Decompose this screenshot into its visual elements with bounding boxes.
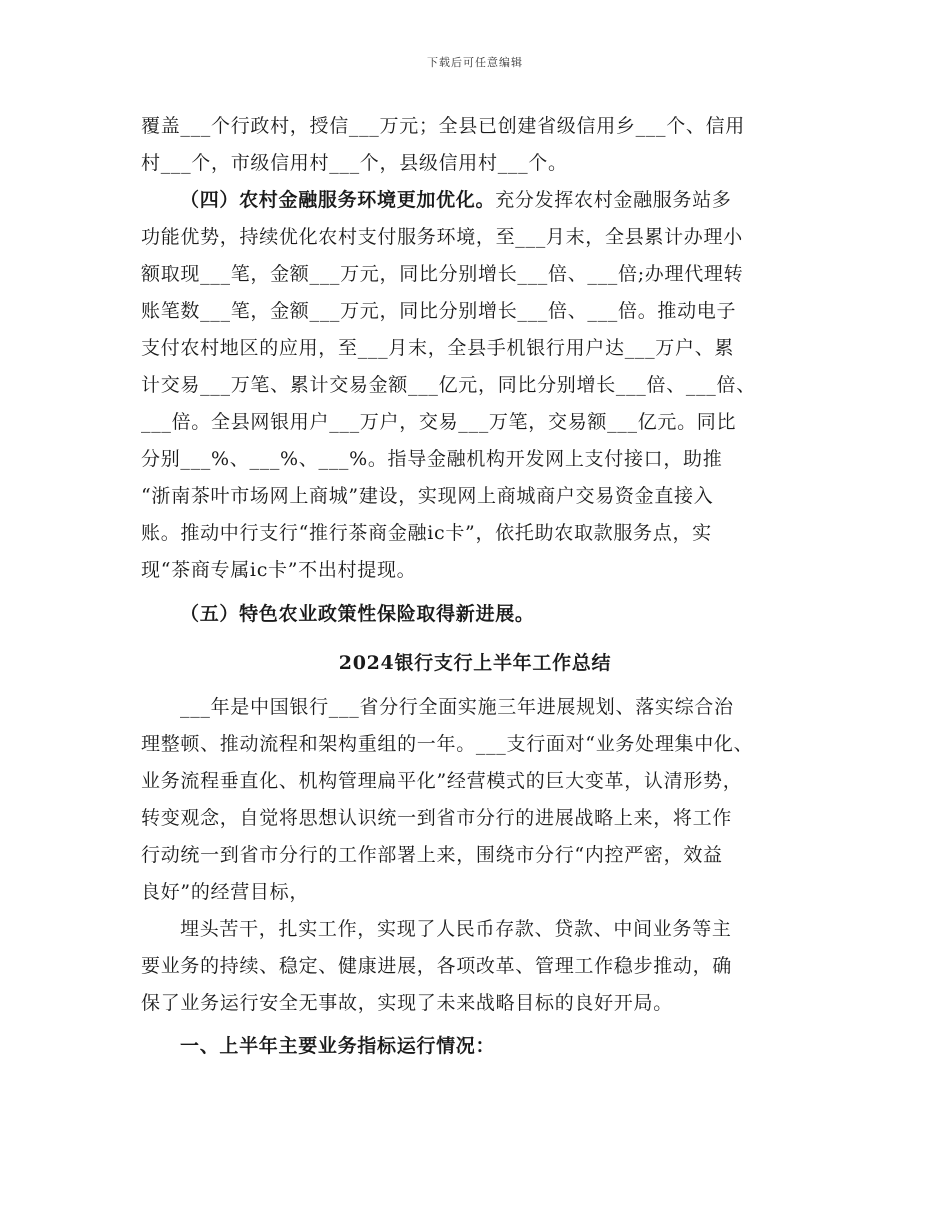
paragraph-line: “浙南茶叶市场网上商城”建设，实现网上商城商户交易资金直接入 — [141, 485, 714, 507]
section-five-heading: （五）特色农业政策性保险取得新进展。 — [180, 603, 535, 625]
paragraph-line: 行动统一到省市分行的工作部署上来，围绕市分行“内控严密，效益 — [141, 844, 723, 866]
paragraph-line: 覆盖___个行政村，授信___万元；全县已创建省级信用乡___个、信用 — [141, 115, 746, 137]
section-four-first-line — [180, 189, 732, 211]
paragraph-line: 业务流程垂直化、机构管理扁平化”经营模式的巨大变革，认清形势， — [141, 770, 743, 792]
paragraph-line: ___年是中国银行___省分行全面实施三年进展规划、落实综合治 — [180, 696, 734, 718]
paragraph-line: 埋头苦干，扎实工作，实现了人民币存款、贷款、中间业务等主 — [180, 918, 732, 940]
paragraph-line: 额取现___笔，金额___万元，同比分别增长___倍、___倍;办理代理转 — [141, 263, 744, 285]
section-four-heading: （四）农村金融服务环境更加优化。 — [180, 189, 496, 211]
paragraph-line: 分别___%、___%、___%。指导金融机构开发网上支付接口，助推 — [141, 448, 723, 470]
paragraph-line: 理整顿、推动流程和架构重组的一年。___支行面对“业务处理集中化、 — [141, 733, 754, 755]
paragraph-line: ___倍。全县网银用户___万户，交易___万笔，交易额___亿元。同比 — [141, 411, 737, 433]
paragraph-line: 良好”的经营目标， — [141, 881, 310, 903]
paragraph-line: 保了业务运行安全无事故，实现了未来战略目标的良好开局。 — [141, 992, 673, 1014]
paragraph-line: 账。推动中行支行“推行茶商金融ic卡”，依托助农取款服务点，实 — [141, 522, 712, 544]
document-title: 2024银行支行上半年工作总结 — [338, 652, 612, 674]
paragraph-line: 要业务的持续、稳定、健康进展，各项改革、管理工作稳步推动，确 — [141, 955, 733, 977]
paragraph-line: 功能优势，持续优化农村支付服务环境，至___月末，全县累计办理小 — [141, 226, 743, 248]
section-one-heading: 一、上半年主要业务指标运行情况： — [180, 1035, 496, 1057]
paragraph-line: 现“茶商专属ic卡”不出村提现。 — [141, 559, 417, 581]
paragraph-line: 村___个，市级信用村___个，县级信用村___个。 — [141, 152, 568, 174]
paragraph-line: 转变观念，自觉将思想认识统一到省市分行的进展战略上来，将工作 — [141, 807, 733, 829]
section-four-first-line-text: 充分发挥农村金融服务站多 — [495, 189, 732, 211]
paragraph-line: 账笔数___笔，金额___万元，同比分别增长___倍、___倍。推动电子 — [141, 300, 737, 322]
paragraph-line: 计交易___万笔、累计交易金额___亿元，同比分别增长___倍、___倍、 — [141, 374, 756, 396]
page-header-note: 下载后可任意编辑 — [427, 56, 523, 69]
paragraph-line: 支付农村地区的应用，至___月末，全县手机银行用户达___万户、累 — [141, 337, 735, 359]
